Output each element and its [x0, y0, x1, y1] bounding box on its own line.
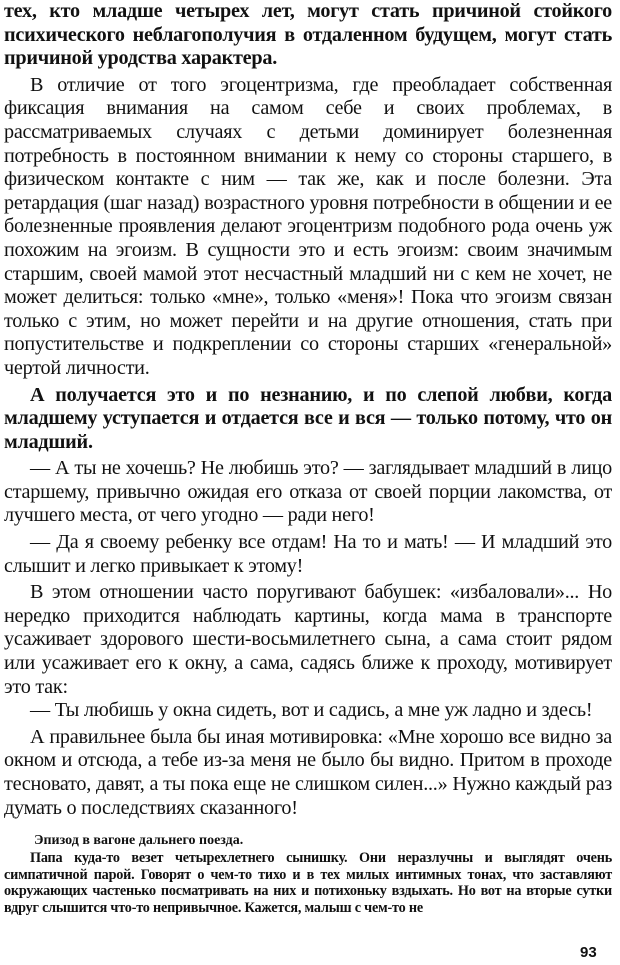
paragraph-blind-love: А получается это и по незнанию, и по слепой любви, когда младшему уступается и отдается все и вся — только потому, что он младший. — [4, 383, 612, 453]
paragraph-dialogue-mother: — Да я своему ребенку все отдам! На то и мать! — И младший это слышит и легко привыкает к этому! — [4, 531, 612, 577]
book-page — [4, 0, 612, 965]
paragraph-dialogue-question: — А ты не хочешь? Не любишь это? — заглядывает младший в лицо старшему, привычно ожидая его отказа от своей порции лакомства, от лучшего места, от чего угодно — ради него! — [4, 457, 612, 527]
paragraph-better-motivation: А правильнее была бы иная мотивировка: «Мне хорошо все видно за окном и отсюда, а тебе из-за меня не было бы видно. Притом в проходе тесновато, давят, а ты пока еще не слишком силен...» Нужно каждый раз думать о последствиях сказанного! — [4, 725, 612, 819]
paragraph-grandmothers: В этом отношении часто поругивают бабушек: «избаловали»... Но нередко приходится наблюдать картины, когда мама в транспорте усаживает здорового шести-восьмилетнего сына, а сама стоит рядом или усаживает его к окну, а сама, садясь ближе к проходу, мотивирует это так: — [4, 581, 612, 698]
paragraph-window-quote: — Ты любишь у окна сидеть, вот и садись, а мне уж ладно и здесь! — [30, 699, 593, 722]
episode-text: Папа куда-то везет четырехлетнего сынишку. Они неразлучны и выглядят очень симпатичной парой. Говорят о чем-то тихо и в тех милых интимных тонах, что заставляют окружающих частенько посматривать на них и потихоньку вздыхать. Но вот на вторые сутки вдруг слышится что-то непривычное. Кажется, малыш с чем-то не — [4, 850, 612, 916]
episode-title: Эпизод в вагоне дальнего поезда. — [34, 833, 244, 848]
paragraph-egocentrism: В отличие от того эгоцентризма, где преобладает собственная фиксация внимания на самом себе и своих проблемах, в рассматриваемых случаях с детьми доминирует болезненная потребность в постоянном внимании к нему со стороны старшего, в физическом контакте с ним — так же, как и после болезни. Эта ретардация (шаг назад) возрастного уровня потребности в общении и ее болезненные проявления делают эгоцентризм подобного рода очень уж похожим на эгоизм. В сущности это и есть эгоизм: своим значимым старшим, своей мамой этот несчастный младший ни с кем не хочет, не может делиться: только «мне», только «меня»! Пока что эгоизм связан только с этим, но может перейти и на другие отношения, стать при попустительстве и подкреплении со стороны старших «генеральной» чертой личности. — [4, 73, 612, 379]
paragraph-opening: тех, кто младше четырех лет, могут стать причиной стойкого психического неблагополучия в отдаленном будущем, могут стать причиной уродства характера. — [4, 0, 612, 70]
page-number: 93 — [580, 944, 597, 961]
